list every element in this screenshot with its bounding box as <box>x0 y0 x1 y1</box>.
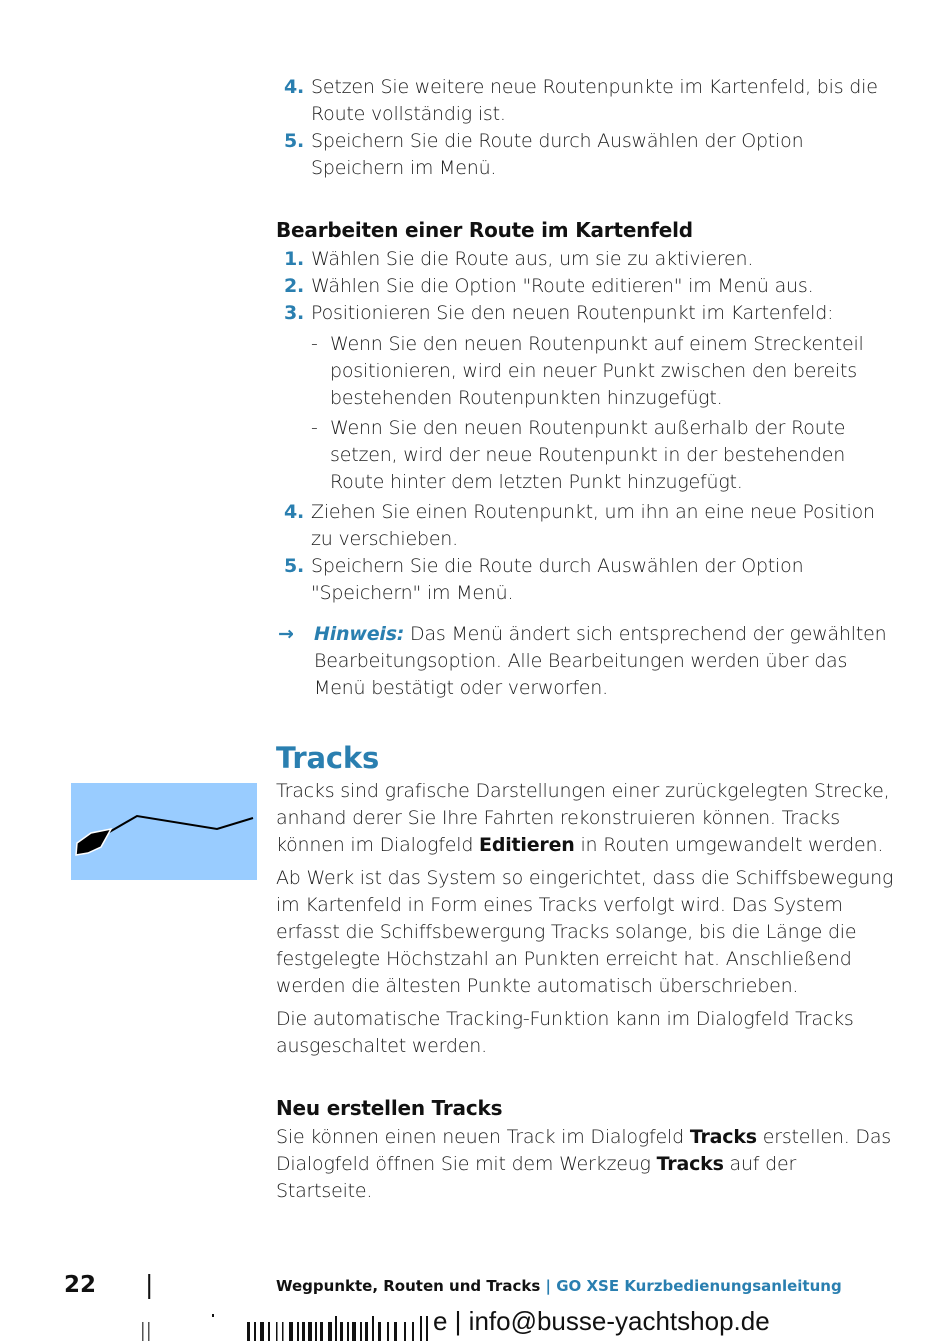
dash-text: Wenn Sie den neuen Routenpunkt auf einem Streckenteil positionieren, wird ein neuer Punkt zwischen den bereits bestehenden Routenpunkten hinzugefügt. <box>330 333 864 409</box>
dash-mark: - <box>311 333 318 355</box>
bold-term-tracks: Tracks <box>689 1126 757 1148</box>
step-text: Positionieren Sie den neuen Routenpunkt im Kartenfeld: <box>311 302 834 324</box>
chapter-title: Wegpunkte, Routen und Tracks <box>276 1277 541 1295</box>
step-number: 1. <box>283 248 304 270</box>
text-run: erstellen. Das Dialogfeld öffnen Sie mit dem Werkzeug <box>276 1126 892 1175</box>
step-text: Ziehen Sie einen Routenpunkt, um ihn an eine neue Position zu verschieben. <box>311 501 875 550</box>
vessel-track-icon <box>71 783 257 880</box>
list-item <box>276 553 896 607</box>
footer-title <box>276 1277 842 1295</box>
text-run: Tracks sind grafische Darstellungen einer zurückgelegten Strecke, anhand derer Sie Ihre Fahrten rekonstruieren können. Tracks können im Dialogfeld <box>276 780 890 856</box>
tracks-paragraph-1 <box>276 778 896 859</box>
dash-mark: - <box>311 417 318 439</box>
step-text: Speichern Sie die Route durch Auswählen der Option Speichern im Menü. <box>311 130 804 179</box>
page-number: 22 <box>64 1272 97 1298</box>
text-run: in Routen umgewandelt werden. <box>574 834 884 856</box>
footer-separator: | <box>145 1270 154 1299</box>
dash-list <box>311 331 896 496</box>
list-item <box>276 246 896 273</box>
text-run: auf der Startseite. <box>276 1153 797 1202</box>
dash-text: Wenn Sie den neuen Routenpunkt außerhalb der Route setzen, wird der neue Routenpunkt in der bestehenden Route hinter dem letzten Punkt hinzugefügt. <box>330 417 846 493</box>
barcode-strip <box>142 1314 442 1341</box>
edit-route-steps <box>276 246 896 607</box>
tracks-paragraph-2: Ab Werk ist das System so eingerichtet, dass die Schiffsbewegung im Kartenfeld in Form eines Tracks verfolgt wird. Das System erfasst die Schiffsbewergung Tracks solange, bis die Länge die festgelegte Höchstzahl an Punkten erreicht hat. Anschließend werden die ältesten Punkte automatisch überschrieben. <box>276 867 894 997</box>
new-tracks-heading: Neu erstellen Tracks <box>276 1096 503 1120</box>
tracks-paragraph-3: Die automatische Tracking-Funktion kann im Dialogfeld Tracks ausgeschaltet werden. <box>276 1008 854 1057</box>
list-item <box>276 499 896 553</box>
list-item <box>311 415 896 496</box>
step-text: Wählen Sie die Option "Route editieren" im Menü aus. <box>311 275 814 297</box>
tracks-heading: Tracks <box>276 741 380 775</box>
shop-watermark: e | info@busse-yachtshop.de <box>433 1306 770 1336</box>
note-block <box>276 621 896 702</box>
step-number: 3. <box>283 302 304 324</box>
note-label: Hinweis: <box>314 623 405 645</box>
list-item <box>276 300 896 496</box>
step-number: 4. <box>283 501 304 523</box>
list-item <box>276 74 896 128</box>
step-number: 5. <box>283 130 304 152</box>
bold-term-editieren: Editieren <box>479 834 575 856</box>
arrow-right-icon: → <box>278 623 294 645</box>
step-number: 5. <box>283 555 304 577</box>
page-content <box>276 74 896 1205</box>
step-text: Setzen Sie weitere neue Routenpunkte im Kartenfeld, bis die Route vollständig ist. <box>311 76 878 125</box>
step-text: Wählen Sie die Route aus, um sie zu aktivieren. <box>311 248 754 270</box>
list-item <box>276 273 896 300</box>
manual-title: GO XSE Kurzbedienungsanleitung <box>556 1277 842 1295</box>
step-text: Speichern Sie die Route durch Auswählen der Option "Speichern" im Menü. <box>311 555 804 604</box>
edit-route-heading: Bearbeiten einer Route im Kartenfeld <box>276 218 693 242</box>
text-run: Sie können einen neuen Track im Dialogfeld <box>276 1126 690 1148</box>
new-tracks-paragraph <box>276 1124 896 1205</box>
note-text: Das Menü ändert sich entsprechend der gewählten Bearbeitungsoption. Alle Bearbeitungen werden über das Menü bestätigt oder verworfen. <box>314 623 887 699</box>
list-item <box>311 331 896 412</box>
step-number: 2. <box>283 275 304 297</box>
list-item <box>276 128 896 182</box>
footer-divider: | <box>540 1277 557 1295</box>
step-number: 4. <box>283 76 304 98</box>
steps-top <box>276 74 896 182</box>
bold-term-tracks: Tracks <box>656 1153 724 1175</box>
